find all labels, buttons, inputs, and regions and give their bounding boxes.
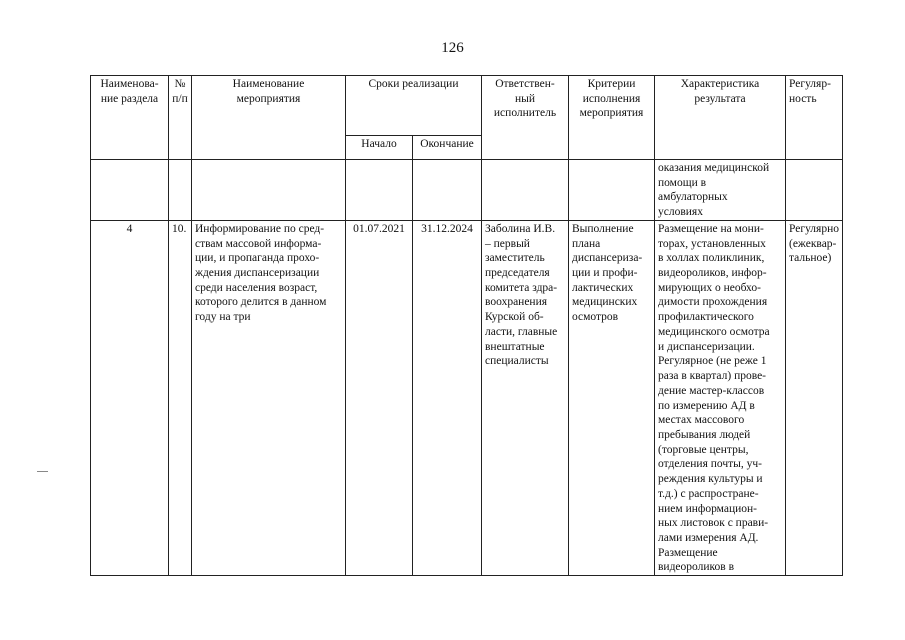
cell-regularity-empty <box>786 160 843 221</box>
cell-start-empty <box>346 160 413 221</box>
cell-executor: Заболина И.В. – первый заместитель председателя комитета здра- воохранения Курской об- ласти, главные внештатные специалисты <box>482 220 569 575</box>
cell-end-empty <box>413 160 482 221</box>
table-row-continuation <box>91 160 843 221</box>
header-end: Окончание <box>413 136 482 160</box>
header-event: Наименование мероприятия <box>192 76 346 160</box>
cell-criteria: Выполнение плана диспансериза- ции и профи- лактических медицинских осмотров <box>569 220 655 575</box>
header-executor: Ответствен- ный исполнитель <box>482 76 569 160</box>
header-criteria: Критерии исполнения мероприятия <box>569 76 655 160</box>
cell-number-empty <box>169 160 192 221</box>
cell-event: Информирование по сред- ствам массовой информа- ции, и пропаганда прохо- ждения диспансеризации среди населения возраст, которого делится в данном году на три <box>192 220 346 575</box>
cell-section-empty <box>91 160 169 221</box>
cell-end: 31.12.2024 <box>413 220 482 575</box>
margin-mark <box>37 471 48 472</box>
table-row <box>91 220 843 575</box>
header-result: Характеристика результата <box>655 76 786 160</box>
header-number: № п/п <box>169 76 192 160</box>
table-header-row <box>91 76 843 136</box>
cell-executor-empty <box>482 160 569 221</box>
cell-criteria-empty <box>569 160 655 221</box>
header-terms: Сроки реализации <box>346 76 482 136</box>
header-regularity: Регуляр- ность <box>786 76 843 160</box>
cell-start: 01.07.2021 <box>346 220 413 575</box>
cell-event-empty <box>192 160 346 221</box>
cell-result-continuation: оказания медицинской помощи в амбулаторных условиях <box>655 160 786 221</box>
cell-result: Размещение на мони- торах, установленных в холлах поликлиник, видеороликов, инфор- мирующих о необхо- димости прохождения профилактического медицинского осмотра и диспансеризации. Регулярное (не реже 1 раза в квартал) прове- дение мастер-классов по измерению АД в местах массового пребывания людей (торговые центры, отделения почты, уч- реждения культуры и т.д.) с распростране- нием информацион- ных листовок с прави- лами измерения АД. Размещение видеороликов в <box>655 220 786 575</box>
cell-number: 10. <box>169 220 192 575</box>
events-table <box>90 75 843 576</box>
header-section: Наименова- ние раздела <box>91 76 169 160</box>
cell-regularity: Регулярно (ежеквар- тальное) <box>786 220 843 575</box>
page-number: 126 <box>441 40 464 56</box>
cell-section: 4 <box>91 220 169 575</box>
header-start: Начало <box>346 136 413 160</box>
